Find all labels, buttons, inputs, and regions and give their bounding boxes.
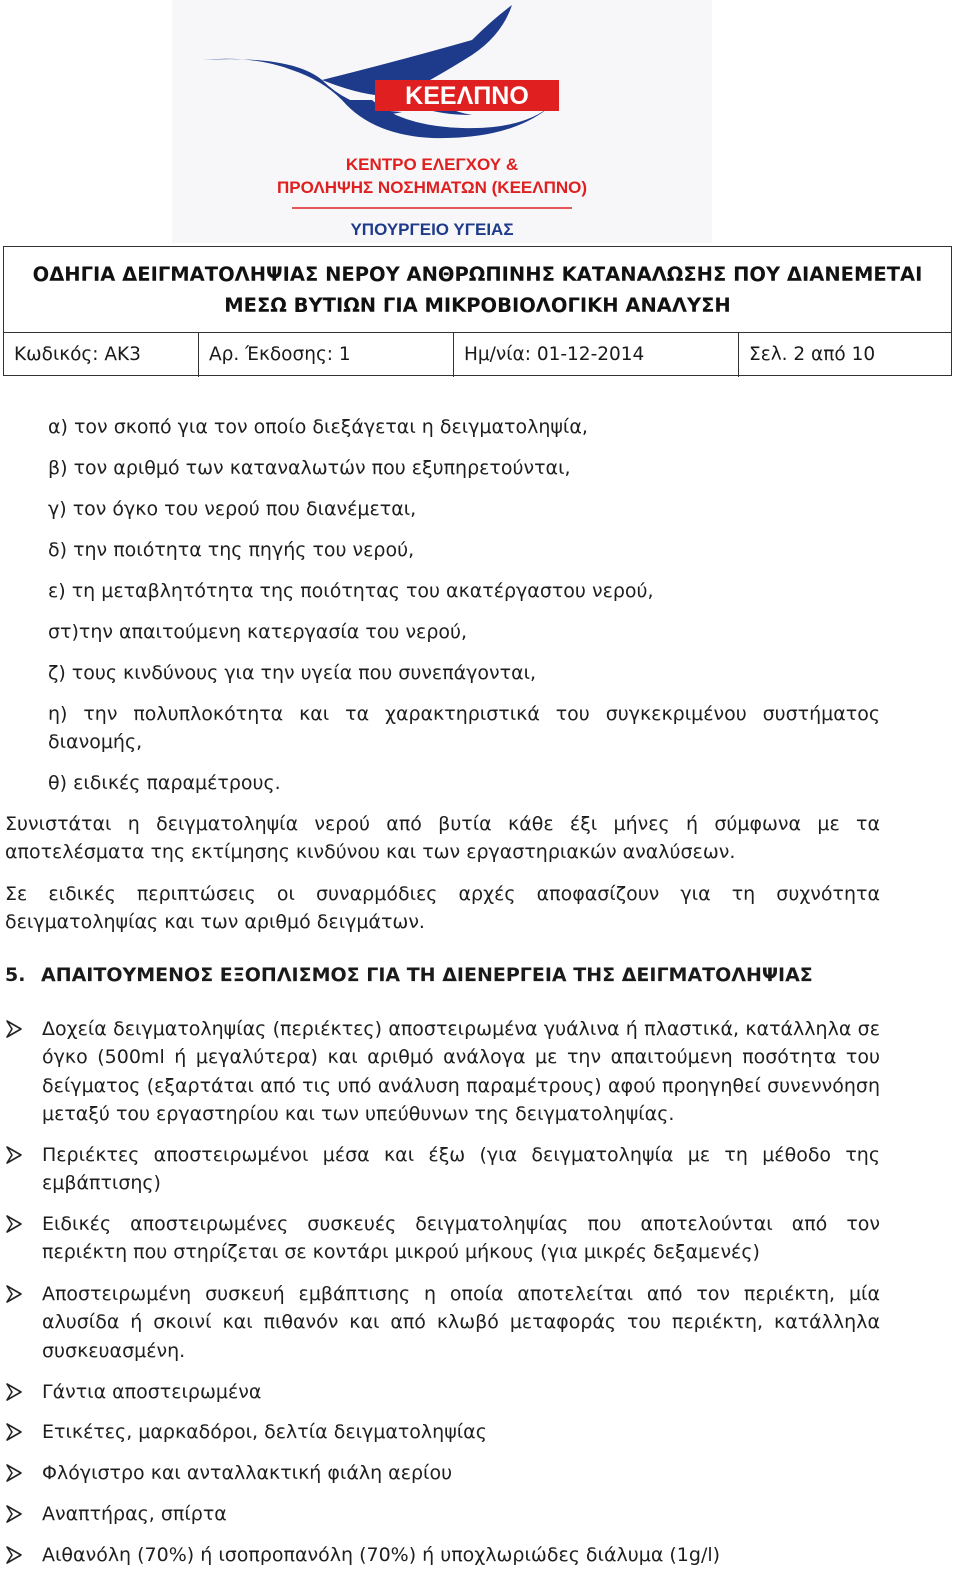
criteria-item: η) την πολυπλοκότητα και τα χαρακτηριστικά του συγκεκριμένου συστήματος διανομής,: [48, 703, 880, 753]
doc-code: Κωδικός: ΑΚ3: [4, 333, 199, 377]
logo-line3: ΥΠΟΥΡΓΕΙΟ ΥΓΕΙΑΣ: [350, 220, 514, 239]
doc-page: Σελ. 2 από 10: [749, 344, 876, 365]
arrow-bullet-icon: [5, 1141, 23, 1169]
arrow-bullet-icon: [5, 1280, 23, 1308]
logo-line2: ΠΡΟΛΗΨΗΣ ΝΟΣΗΜΑΤΩΝ (ΚΕΕΛΠΝΟ): [276, 178, 588, 197]
doc-edition: Αρ. Έκδοσης: 1: [199, 333, 454, 377]
section-number: 5.: [5, 964, 26, 986]
section-heading: [5, 961, 813, 989]
list-item-text: Δοχεία δειγματοληψίας (περιέκτες) αποστειρωμένα γυάλινα ή πλαστικά, κατάλληλα σε όγκο (500ml ή μεγαλύτερα) και αριθμό ανάλογα με την απαιτούμενη ποσότητα του δείγματος (εξαρτάται από τις υπό ανάλυση παραμέτρους) αφού προηγηθεί συνεννόηση μεταξύ του εργαστηρίου και των υπεύθυνων της δειγματοληψίας.: [42, 1018, 880, 1125]
arrow-bullet-icon: [5, 1378, 23, 1406]
header-meta-row: [4, 333, 951, 377]
list-item-text: Φλόγιστρο και ανταλλακτική φιάλη αερίου: [42, 1462, 453, 1484]
criteria-item: δ) την ποιότητα της πηγής του νερού,: [48, 539, 415, 561]
criteria-item: ε) τη μεταβλητότητα της ποιότητας του ακατέργαστου νερού,: [48, 580, 654, 602]
document-header: [3, 246, 952, 376]
list-item-text: Περιέκτες αποστειρωμένοι μέσα και έξω (για δειγματοληψία με τη μέθοδο της εμβάπτισης): [42, 1144, 880, 1195]
list-item-text: Αιθανόλη (70%) ή ισοπροπανόλη (70%) ή υποχλωριώδες διάλυμα (1g/l): [42, 1544, 721, 1566]
arrow-bullet-icon: [5, 1459, 23, 1487]
arrow-bullet-icon: [5, 1210, 23, 1238]
list-item-text: Αποστειρωμένη συσκευή εμβάπτισης η οποία αποτελείται από τον περιέκτη, μία αλυσίδα ή σκοινί και πιθανόν και από κλωβό μεταφοράς του περιέκτη, κατάλληλα συσκευασμένη.: [42, 1283, 880, 1362]
logo-brand: ΚΕΕΛΠΝΟ: [405, 82, 529, 110]
criteria-item: β) τον αριθμό των καταναλωτών που εξυπηρετούνται,: [48, 457, 571, 479]
criteria-item: ζ) τους κινδύνους για την υγεία που συνεπάγονται,: [48, 662, 537, 684]
list-item-text: Ετικέτες, μαρκαδόροι, δελτία δειγματοληψίας: [42, 1421, 487, 1443]
logo-line1: ΚΕΝΤΡΟ ΕΛΕΓΧΟΥ &: [345, 155, 519, 174]
paragraph: Σε ειδικές περιπτώσεις οι συναρμόδιες αρχές αποφασίζουν για τη συχνότητα δειγματοληψίας και των αριθμό δειγμάτων.: [5, 883, 880, 933]
arrow-bullet-icon: [5, 1015, 23, 1043]
section-title: ΑΠΑΙΤΟΥΜΕΝΟΣ ΕΞΟΠΛΙΣΜΟΣ ΓΙΑ ΤΗ ΔΙΕΝΕΡΓΕΙΑ ΤΗΣ ΔΕΙΓΜΑΤΟΛΗΨΙΑΣ: [41, 964, 813, 986]
arrow-bullet-icon: [5, 1541, 23, 1569]
title-line-2: ΜΕΣΩ ΒΥΤΙΩΝ ΓΙΑ ΜΙΚΡΟΒΙΟΛΟΓΙΚΗ ΑΝΑΛΥΣΗ: [224, 293, 731, 317]
list-item-text: Γάντια αποστειρωμένα: [42, 1381, 262, 1403]
criteria-item: γ) τον όγκο του νερού που διανέμεται,: [48, 498, 417, 520]
title-line-1: ΟΔΗΓΙΑ ΔΕΙΓΜΑΤΟΛΗΨΙΑΣ ΝΕΡΟΥ ΑΝΘΡΩΠΙΝΗΣ ΚΑΤΑΝΑΛΩΣΗΣ ΠΟΥ ΔΙΑΝΕΜΕΤΑΙ: [32, 262, 923, 286]
list-item-text: Ειδικές αποστειρωμένες συσκευές δειγματοληψίας που αποτελούνται από τον περιέκτη που στηρίζεται σε κοντάρι μικρού μήκους (για μικρές δεξαμενές): [42, 1213, 880, 1264]
criteria-item: θ) ειδικές παραμέτρους.: [48, 772, 281, 794]
paragraph: Συνιστάται η δειγματοληψία νερού από βυτία κάθε έξι μήνες ή σύμφωνα με τα αποτελέσματα της εκτίμησης κινδύνου και των εργαστηριακών αναλύσεων.: [5, 813, 880, 863]
criteria-item: α) τον σκοπό για τον οποίο διεξάγεται η δειγματοληψία,: [48, 416, 588, 438]
arrow-bullet-icon: [5, 1500, 23, 1528]
document-title: [4, 247, 951, 333]
doc-date: Ημ/νία: 01-12-2014: [454, 333, 739, 377]
keelpno-logo: [172, 0, 712, 243]
criteria-item: στ)την απαιτούμενη κατεργασία του νερού,: [48, 621, 468, 643]
list-item-text: Αναπτήρας, σπίρτα: [42, 1503, 227, 1525]
arrow-bullet-icon: [5, 1418, 23, 1446]
